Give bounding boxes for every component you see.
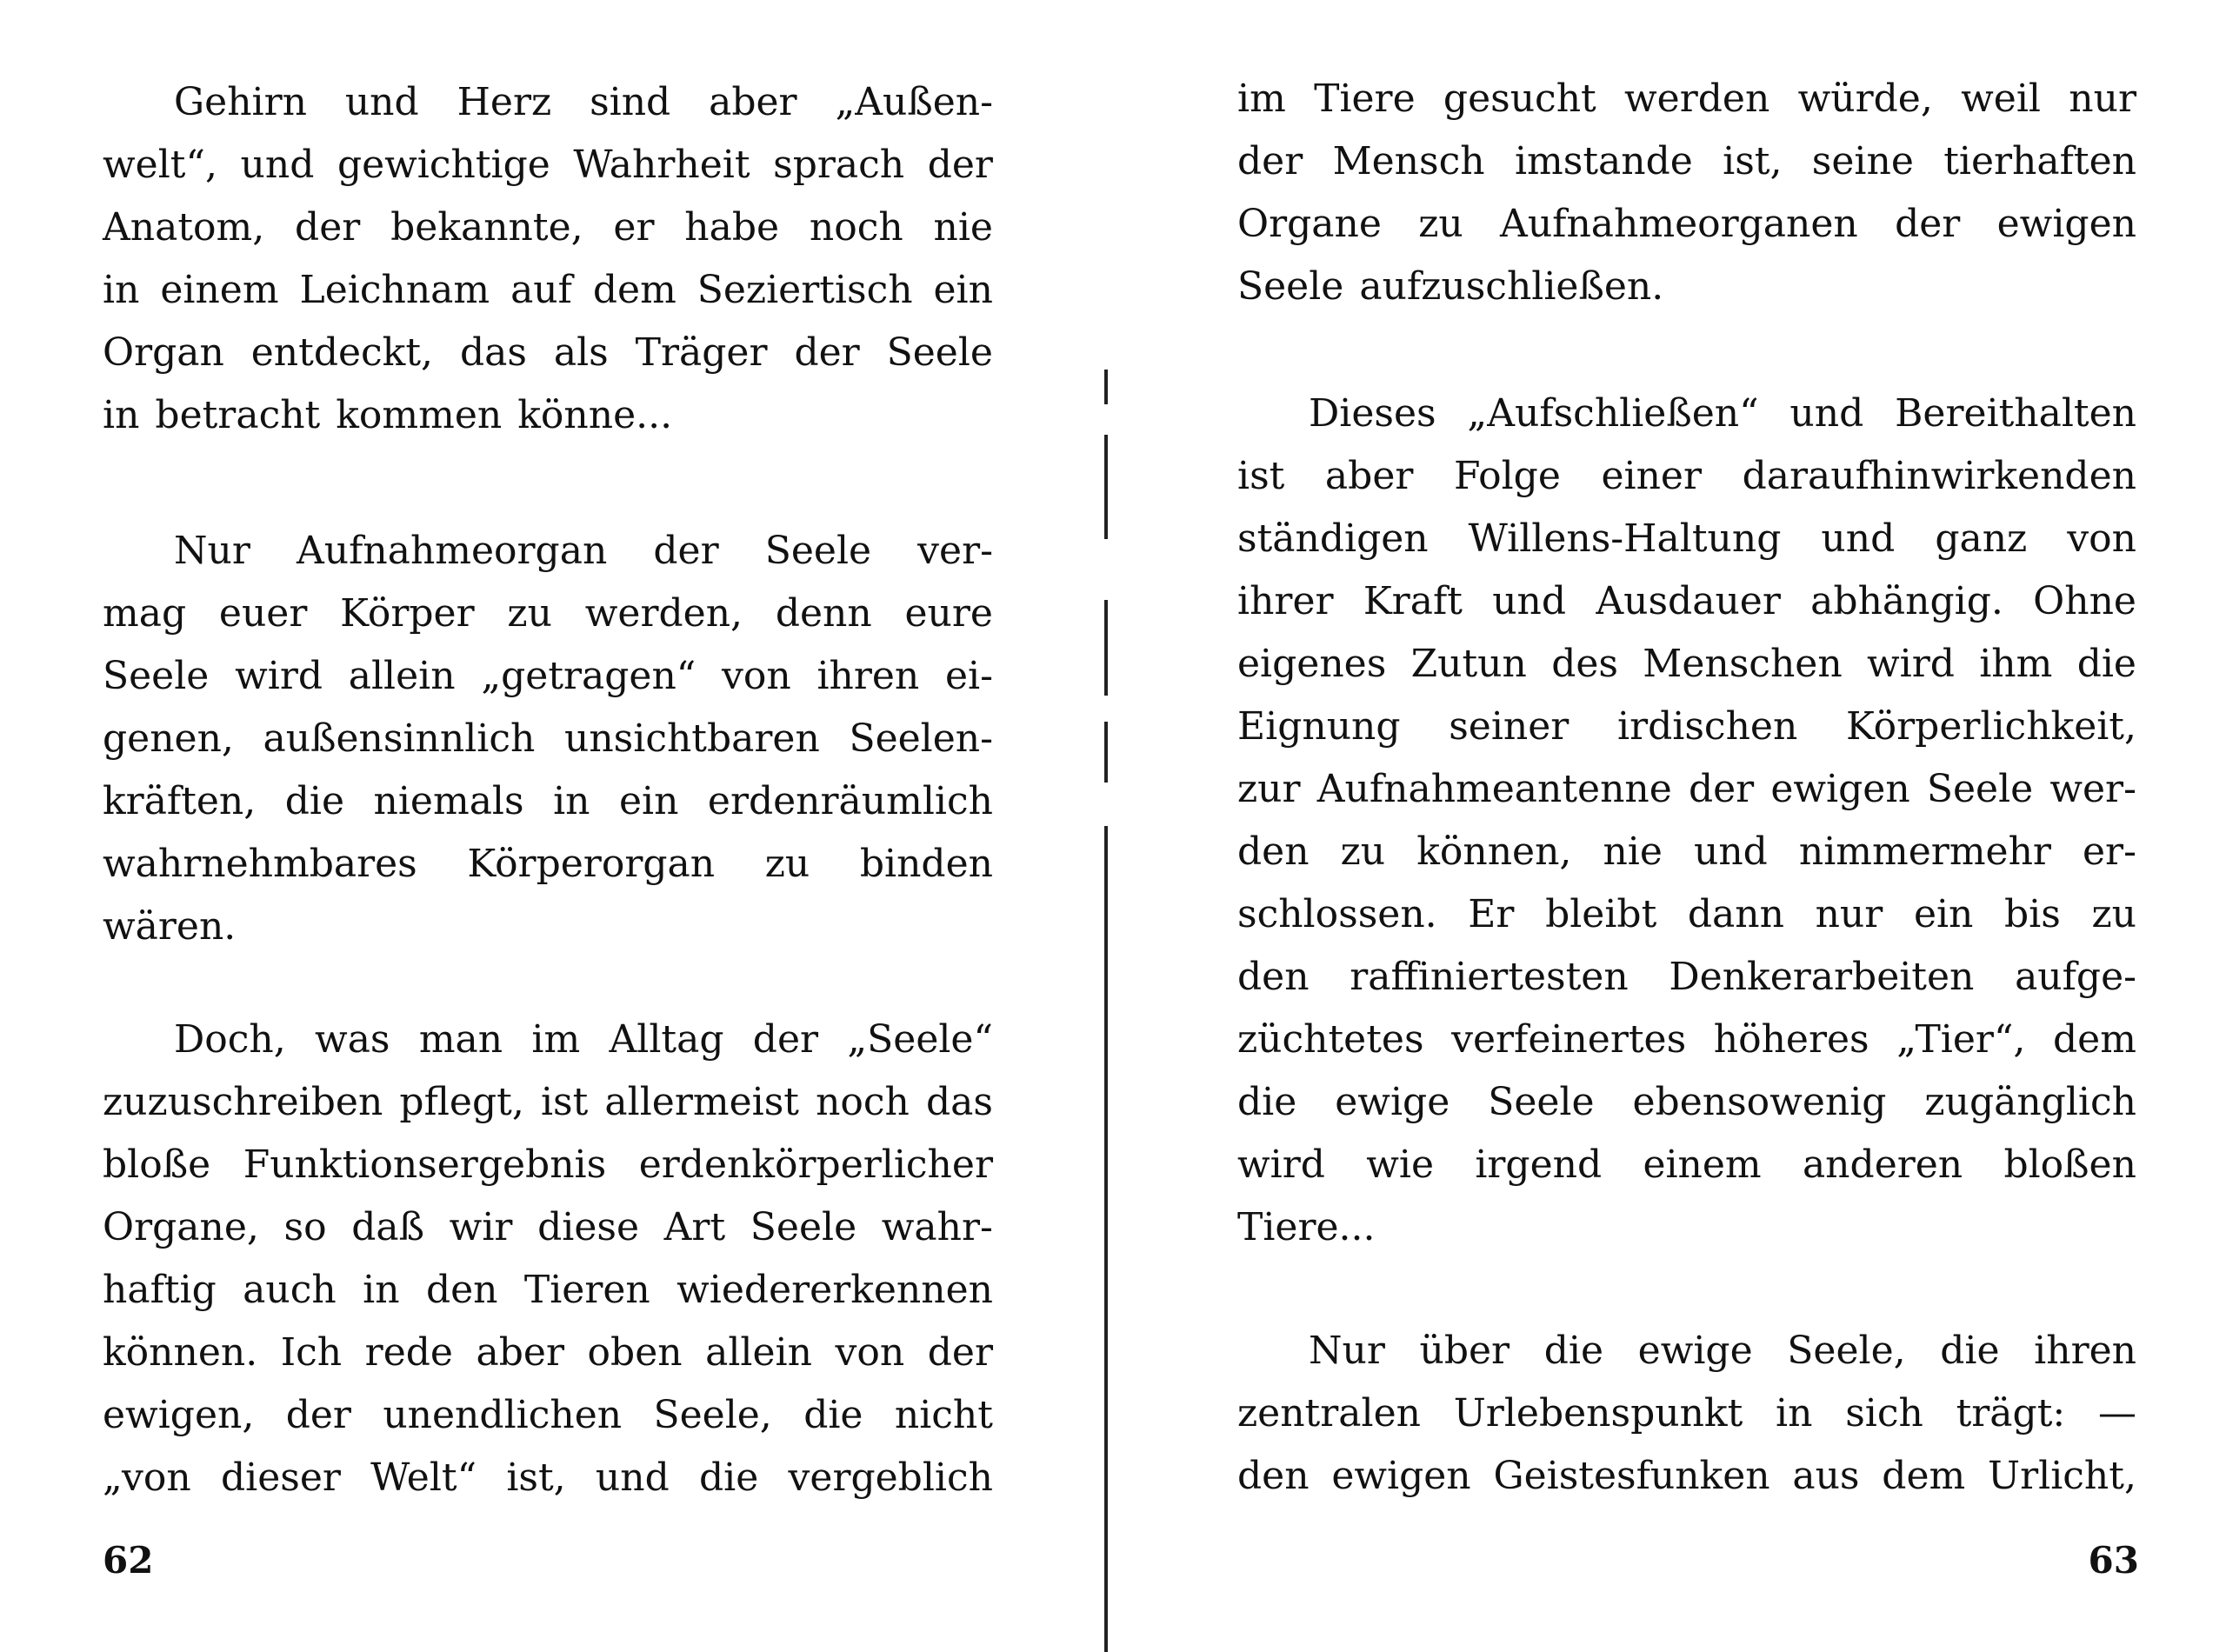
- text-line: zentralen Urlebenspunkt in sich trägt: —: [1237, 1391, 2136, 1436]
- gutter-line: [1104, 600, 1108, 696]
- text-line: Tiere...: [1237, 1205, 1376, 1249]
- paragraph: [103, 1009, 993, 1509]
- text-line: Eignung seiner irdischen Körperlichkeit,: [1237, 704, 2136, 749]
- gutter-line: [1104, 370, 1108, 404]
- text-line: ihrer Kraft und Ausdauer abhängig. Ohne: [1237, 579, 2136, 623]
- text-line: genen, außensinnlich unsichtbaren Seelen-: [103, 716, 993, 761]
- text-line: ständigen Willens-Haltung und ganz von: [1237, 516, 2136, 561]
- paragraph: [1237, 383, 2136, 1259]
- page-number: 63: [2088, 1539, 2139, 1582]
- text-line: den raffiniertesten Denkerarbeiten aufge-: [1237, 955, 2136, 999]
- text-line: Doch, was man im Alltag der „Seele“: [174, 1017, 993, 1062]
- text-line: kräften, die niemals in ein erdenräumlich: [103, 779, 993, 823]
- text-line: den zu können, nie und nimmermehr er-: [1237, 829, 2136, 874]
- text-line: die ewige Seele ebensowenig zugänglich: [1237, 1080, 2136, 1124]
- text-line: Seele aufzuschließen.: [1237, 264, 1664, 309]
- text-line: Organe, so daß wir diese Art Seele wahr-: [103, 1205, 993, 1249]
- text-line: züchtetes verfeinertes höheres „Tier“, dem: [1237, 1017, 2136, 1062]
- text-line: der Mensch imstande ist, seine tierhaften: [1237, 139, 2136, 183]
- text-line: den ewigen Geistesfunken aus dem Urlicht,: [1237, 1454, 2136, 1498]
- paragraph: [1237, 68, 2136, 318]
- text-line: Nur über die ewige Seele, die ihren: [1309, 1329, 2136, 1373]
- paragraph: [103, 71, 993, 447]
- text-line: zur Aufnahmeantenne der ewigen Seele wer-: [1237, 767, 2136, 811]
- text-line: wird wie irgend einem anderen bloßen: [1237, 1142, 2136, 1187]
- text-line: Gehirn und Herz sind aber „Außen-: [174, 80, 993, 124]
- text-line: wären.: [103, 904, 237, 949]
- paragraph: [1237, 1320, 2136, 1508]
- text-line: Seele wird allein „getragen“ von ihren ei-: [103, 654, 993, 698]
- text-line: zuzuschreiben pflegt, ist allermeist noch das: [103, 1080, 993, 1124]
- text-line: ewigen, der unendlichen Seele, die nicht: [103, 1393, 993, 1437]
- text-line: Organe zu Aufnahmeorganen der ewigen: [1237, 202, 2136, 246]
- page-number: 62: [103, 1539, 154, 1582]
- gutter-line: [1104, 826, 1108, 1652]
- text-line: haftig auch in den Tieren wiedererkennen: [103, 1268, 993, 1312]
- text-line: wahrnehmbares Körperorgan zu binden: [103, 842, 993, 886]
- text-line: können. Ich rede aber oben allein von der: [103, 1330, 993, 1375]
- text-line: schlossen. Er bleibt dann nur ein bis zu: [1237, 892, 2136, 936]
- text-line: in einem Leichnam auf dem Seziertisch ein: [103, 268, 993, 312]
- text-line: im Tiere gesucht werden würde, weil nur: [1237, 77, 2136, 121]
- text-line: eigenes Zutun des Menschen wird ihm die: [1237, 642, 2136, 686]
- text-line: Organ entdeckt, das als Träger der Seele: [103, 330, 993, 375]
- text-line: bloße Funktionsergebnis erdenkörperlicher: [103, 1142, 993, 1187]
- text-line: Dieses „Aufschließen“ und Bereithalten: [1309, 391, 2136, 436]
- text-line: mag euer Körper zu werden, denn eure: [103, 591, 993, 636]
- text-line: Nur Aufnahmeorgan der Seele ver-: [174, 529, 993, 573]
- text-line: Anatom, der bekannte, er habe noch nie: [103, 205, 993, 250]
- paragraph: [103, 520, 993, 958]
- text-line: in betracht kommen könne...: [103, 393, 673, 437]
- left-page: [0, 0, 1104, 1652]
- gutter-line: [1104, 435, 1108, 539]
- text-line: ist aber Folge einer daraufhinwirkenden: [1237, 454, 2136, 498]
- text-line: „von dieser Welt“ ist, und die vergeblich: [103, 1455, 993, 1500]
- gutter-line: [1104, 722, 1108, 783]
- right-page: [1122, 0, 2226, 1652]
- text-line: welt“, und gewichtige Wahrheit sprach der: [103, 143, 993, 187]
